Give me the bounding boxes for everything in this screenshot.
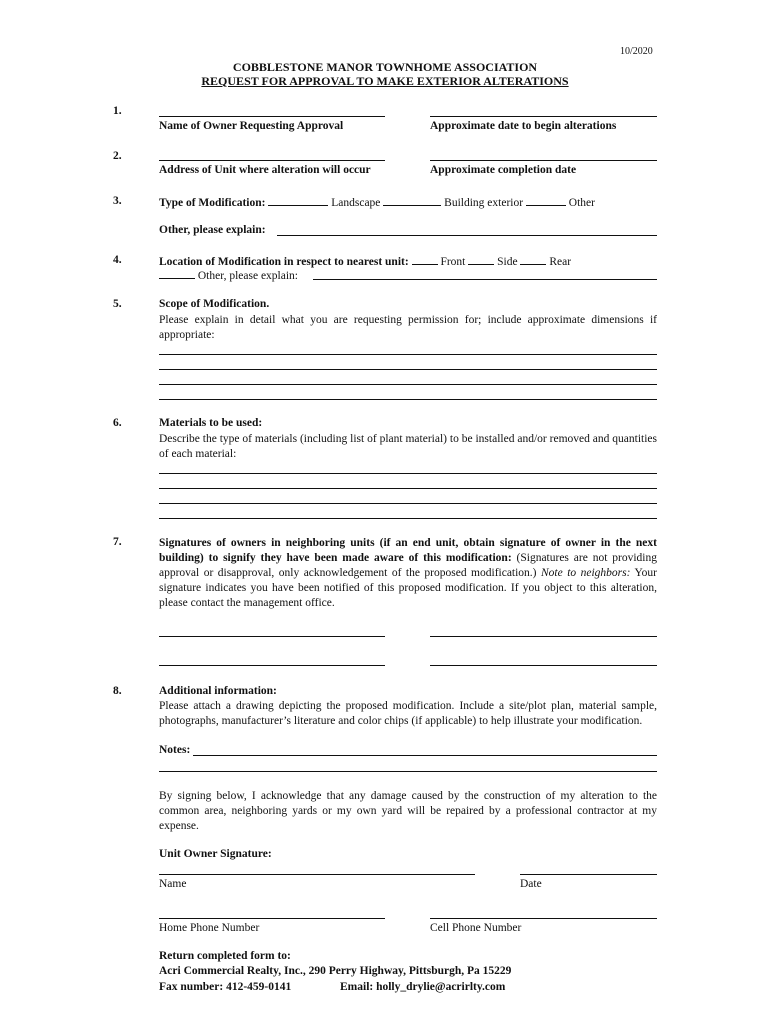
- location-other-row: [159, 268, 298, 282]
- scope-line[interactable]: [159, 354, 657, 355]
- return-email: Email: holly_drylie@acrirlty.com: [340, 981, 506, 993]
- section-7-number: 7.: [113, 536, 122, 548]
- notes-label: Notes: [159, 744, 187, 756]
- side-option: Side: [497, 256, 518, 268]
- section-8-number: 8.: [113, 685, 122, 697]
- start-date-field[interactable]: [430, 116, 657, 117]
- acknowledgement-text: By signing below, I acknowledge that any damage caused by the construction of my alteration to the common area, neighboring yards or my own yard will be repaired by a professional contractor at my expense.: [159, 790, 657, 832]
- building-exterior-blank[interactable]: [383, 195, 441, 206]
- notes-line[interactable]: [159, 771, 657, 772]
- unit-address-field[interactable]: [159, 160, 385, 161]
- materials-heading: Materials to be used:: [159, 417, 263, 429]
- side-blank[interactable]: [468, 254, 494, 265]
- section-4-number: 4.: [113, 254, 122, 266]
- cell-phone-label: Cell Phone Number: [430, 922, 522, 934]
- section-5-number: 5.: [113, 298, 122, 310]
- location-other-label: Other, please explain:: [197, 270, 299, 282]
- materials-description: Describe the type of materials (including list of plant material) to be installed and/or removed and quantities of each material:: [159, 433, 657, 460]
- front-blank[interactable]: [412, 254, 438, 265]
- home-phone-label: Home Phone Number: [159, 922, 260, 934]
- materials-line[interactable]: [159, 518, 657, 519]
- section-3-number: 3.: [113, 195, 122, 207]
- return-heading: Return completed form to:: [159, 950, 291, 962]
- form-subtitle: REQUEST FOR APPROVAL TO MAKE EXTERIOR ALTERATIONS: [201, 74, 569, 88]
- scope-description: Please explain in detail what you are requesting permission for; include approximate dimensions if appropriate:: [159, 314, 657, 341]
- other-explain-label: Other, please explain:: [159, 224, 266, 236]
- neighbor-signature-line[interactable]: [430, 665, 657, 666]
- signature-name-label: Name: [159, 878, 187, 890]
- form-date-code: 10/2020: [620, 46, 653, 57]
- building-exterior-option: Building exterior: [444, 197, 524, 209]
- front-option: Front: [440, 256, 466, 268]
- section-2-number: 2.: [113, 150, 122, 162]
- owner-name-signature-line[interactable]: [159, 874, 475, 875]
- location-row: [159, 254, 571, 268]
- other-explain-field[interactable]: [277, 235, 657, 236]
- additional-info-description: Please attach a drawing depicting the proposed modification. Include a site/plot plan, material sample, photographs, manufacturer’s literature and color chips (if applicable) to help illustrate your modification.: [159, 700, 657, 727]
- location-label: Location of Modification in respect to nearest unit:: [159, 256, 409, 268]
- owner-name-label: Name of Owner Requesting Approval: [159, 120, 344, 132]
- owner-signature-heading: Unit Owner Signature:: [159, 848, 272, 860]
- materials-line[interactable]: [159, 503, 657, 504]
- rear-blank[interactable]: [520, 254, 546, 265]
- section-6-number: 6.: [113, 417, 122, 429]
- note-to-neighbors-text: Your signature indicates you have been notified of this proposed modification. If you object to this alteration, please contact the management office.: [159, 567, 658, 609]
- cell-phone-line[interactable]: [430, 918, 657, 919]
- note-to-neighbors-label: Note to neighbors:: [541, 567, 631, 579]
- notes-line[interactable]: [193, 755, 657, 756]
- home-phone-line[interactable]: [159, 918, 385, 919]
- neighbor-signature-line[interactable]: [430, 636, 657, 637]
- notes-label-row: Notes:: [159, 744, 191, 756]
- signature-date-line[interactable]: [520, 874, 657, 875]
- neighbor-signature-line[interactable]: [159, 665, 385, 666]
- other-type-blank[interactable]: [526, 195, 566, 206]
- additional-info-heading: Additional information:: [159, 685, 277, 697]
- completion-date-field[interactable]: [430, 160, 657, 161]
- return-address: Acri Commercial Realty, Inc., 290 Perry Highway, Pittsburgh, Pa 15229: [159, 965, 512, 977]
- modification-type-row: [159, 195, 595, 209]
- neighbor-signatures-note: (Signatures are not providing approval or disapproval, only acknowledgement of the proposed modification.): [159, 552, 657, 579]
- scope-line[interactable]: [159, 384, 657, 385]
- start-date-label: Approximate date to begin alterations: [430, 120, 617, 132]
- landscape-blank[interactable]: [268, 195, 328, 206]
- location-other-field[interactable]: [313, 279, 657, 280]
- neighbor-signature-line[interactable]: [159, 636, 385, 637]
- completion-date-label: Approximate completion date: [430, 164, 577, 176]
- modification-type-label: Type of Modification:: [159, 197, 266, 209]
- neighbor-signatures-text: [159, 536, 657, 611]
- signature-date-label: Date: [520, 878, 542, 890]
- unit-address-label: Address of Unit where alteration will occur: [159, 164, 371, 176]
- landscape-option: Landscape: [331, 197, 381, 209]
- scope-heading: Scope of Modification.: [159, 298, 270, 310]
- rear-option: Rear: [549, 256, 572, 268]
- scope-line[interactable]: [159, 399, 657, 400]
- scope-line[interactable]: [159, 369, 657, 370]
- owner-name-field[interactable]: [159, 116, 385, 117]
- materials-line[interactable]: [159, 473, 657, 474]
- other-type-option: Other: [568, 197, 595, 209]
- materials-line[interactable]: [159, 488, 657, 489]
- return-fax: Fax number: 412-459-0141: [159, 981, 292, 993]
- section-1-number: 1.: [113, 105, 122, 117]
- neighbor-signatures-heading: Signatures of owners in neighboring units (if an end unit, obtain signature of owner in the next building) to signify they have been made aware of this modification:: [159, 537, 657, 564]
- location-other-blank[interactable]: [159, 268, 195, 279]
- form-title: COBBLESTONE MANOR TOWNHOME ASSOCIATION: [232, 60, 538, 74]
